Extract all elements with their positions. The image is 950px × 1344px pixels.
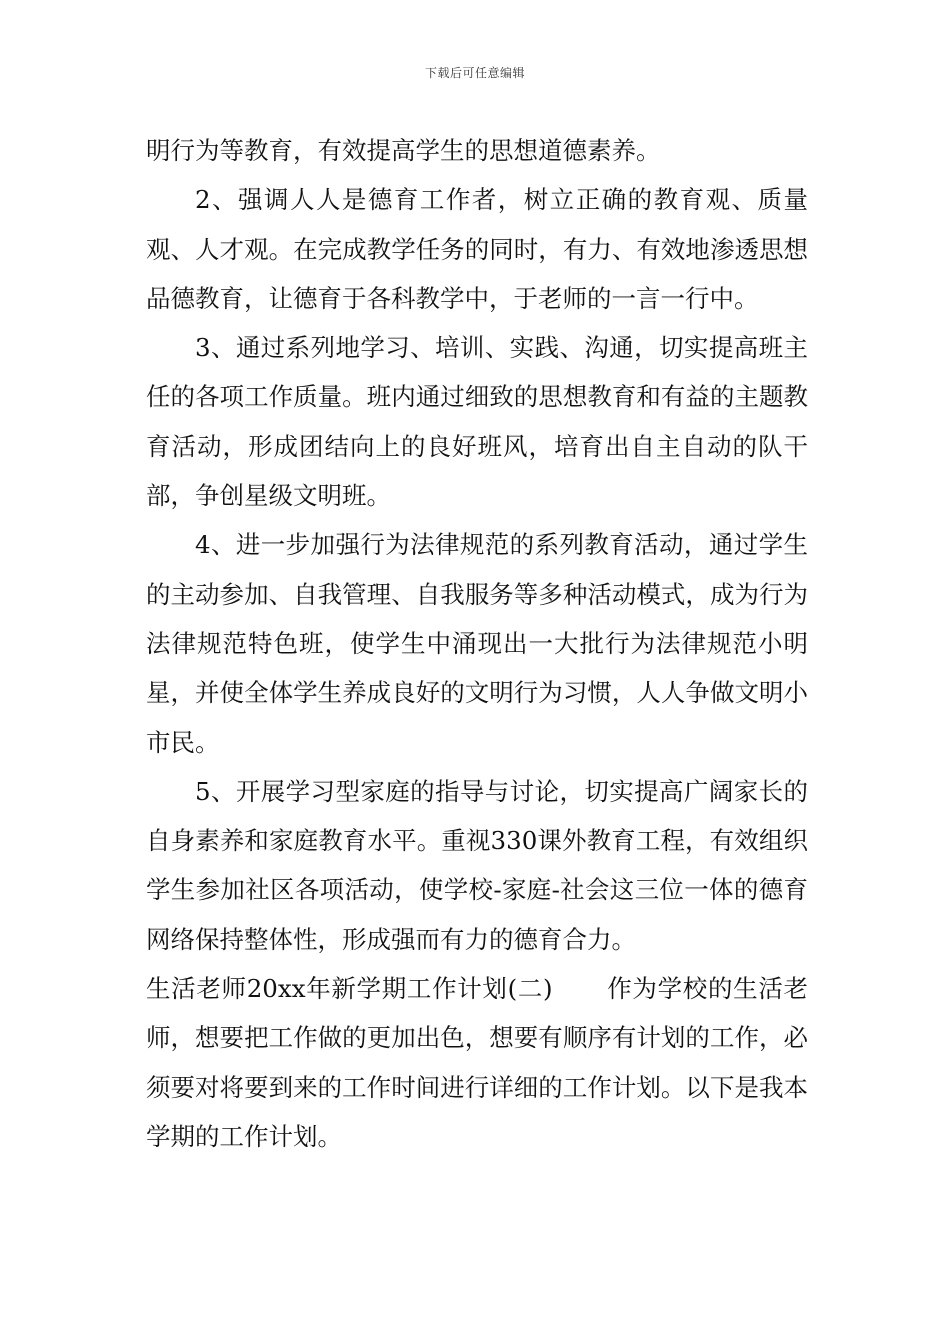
section-body: 作为学校的生活老师，想要把工作做的更加出色，想要有顺序有计划的工作，必须要对将要到来的工作时间进行详细的工作计划。以下是我本学期的工作计划。 [146, 974, 808, 1151]
document-body [146, 126, 808, 1161]
page-header: 下载后可任意编辑 [424, 66, 525, 80]
paragraph-continuation: 明行为等教育，有效提高学生的思想道德素养。 [146, 136, 661, 165]
paragraph-item-2: 2、强调人人是德育工作者，树立正确的教育观、质量观、人才观。在完成教学任务的同时，有力、有效地渗透思想品德教育，让德育于各科教学中，于老师的一言一行中。 [146, 185, 808, 313]
paragraph-item-4: 4、进一步加强行为法律规范的系列教育活动，通过学生的主动参加、自我管理、自我服务等多种活动模式，成为行为法律规范特色班，使学生中涌现出一大批行为法律规范小明星，并使全体学生养成良好的文明行为习惯，人人争做文明小市民。 [146, 530, 808, 757]
section-title: 生活老师20xx年新学期工作计划(二) [146, 974, 553, 1004]
section-paragraph [146, 964, 808, 1161]
paragraph-item-5: 5、开展学习型家庭的指导与讨论，切实提高广阔家长的自身素养和家庭教育水平。重视330课外教育工程，有效组织学生参加社区各项活动，使学校-家庭-社会这三位一体的德育网络保持整体性，形成强而有力的德育合力。 [146, 776, 808, 954]
paragraph-item-3: 3、通过系列地学习、培训、实践、沟通，切实提高班主任的各项工作质量。班内通过细致的思想教育和有益的主题教育活动，形成团结向上的良好班风，培育出自主自动的队干部，争创星级文明班。 [146, 333, 808, 511]
